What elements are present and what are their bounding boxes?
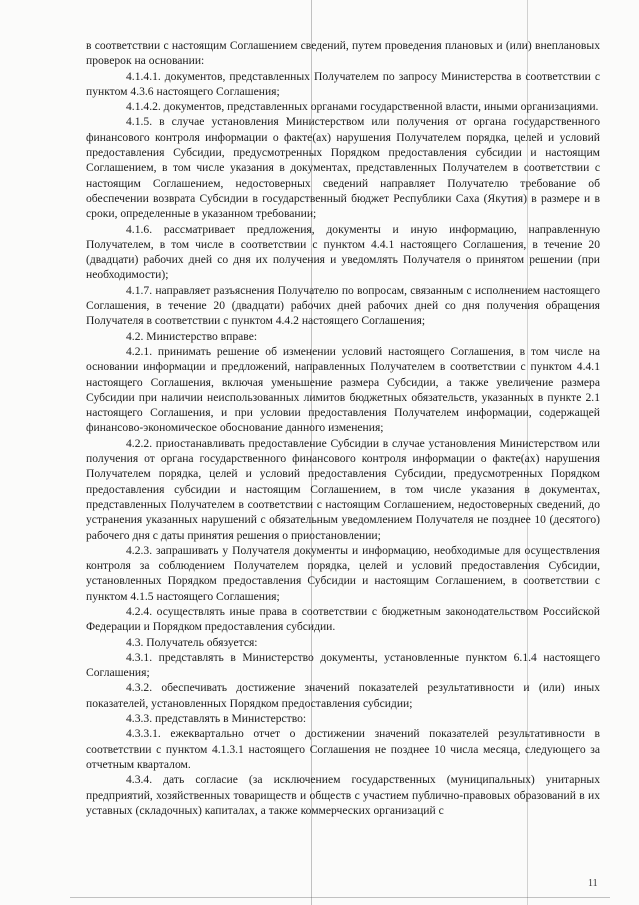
paragraph: 4.2.1. принимать решение об изменении условий настоящего Соглашения, в том числе на основании информации и предложений, направленных Получателем в соответствии с пунктом 4.4.1 настоящего Соглашения, включая уменьшение размера Субсидии, а также увеличение размера Субсидии при наличии неиспользованных лимитов бюджетных обязательств, указанных в пункте 2.1 настоящего Соглашения, и при условии предоставления Получателем информации, содержащей финансово-экономическое обоснование данного изменения;: [86, 344, 600, 435]
paragraph: 4.3.3. представлять в Министерство:: [126, 712, 307, 726]
paragraph: 4.1.5. в случае установления Министерством или получения от органа государственного финансового контроля информации о факте(ах) нарушения Получателем порядка, целей и условий предоставления Субсидии, предусмотренных Порядком предоставления субсидии и настоящим Соглашением, в том числе указания в документах, представленных Получателем в соответствии с настоящим Соглашением, недостоверных сведений направляет Получателю требование об обеспечении возврата Субсидии в государственный бюджет Республики Саха (Якутия) в размере и в сроки, определенные в указанном требовании;: [86, 115, 600, 221]
paragraph: 4.2.2. приостанавливать предоставление Субсидии в случае установления Министерством или получения от органа государственного финансового контроля информации о факте(ах) нарушения Получателем порядка, целей и условий предоставления Субсидии, предусмотренных Порядком предоставления субсидии и настоящим Соглашением, в том числе указания в документах, представленных Получателем в соответствии с настоящим Соглашением, недостоверных сведений, до устранения указанных нарушений с обязательным уведомлением Получателя не позднее 10 (десятого) рабочего дня с даты принятия решения о приостановлении;: [86, 436, 600, 542]
document-body: [86, 38, 600, 818]
paragraph: в соответствии с настоящим Соглашением сведений, путем проведения плановых и (или) внеплановых проверок на основании:: [86, 39, 600, 68]
page-number: 11: [588, 878, 598, 889]
paragraph: 4.3.2. обеспечивать достижение значений показателей результативности и (или) иных показателей, установленных Порядком предоставления субсидии;: [86, 681, 600, 710]
paragraph: 4.1.6. рассматривает предложения, документы и иную информацию, направленную Получателем, в том числе в соответствии с пунктом 4.4.1 настоящего Соглашения, в течение 20 (двадцати) рабочих дней со дня их получения и уведомлять Получателя о принятом решении (при необходимости);: [86, 222, 600, 282]
paragraph: 4.1.7. направляет разъяснения Получателю по вопросам, связанным с исполнением настоящего Соглашения, в течение 20 (двадцати) рабочих дней рабочих дней со дня получения обращения Получателя в соответствии с пунктом 4.4.2 настоящего Соглашения;: [86, 283, 600, 328]
paragraph: 4.2. Министерство вправе:: [126, 329, 258, 343]
paragraph: 4.3.4. дать согласие (за исключением государственных (муниципальных) унитарных предприятий, хозяйственных товариществ и обществ с участием публично-правовых образований в их уставных (складочных) капиталах, а также коммерческих организаций с: [86, 773, 600, 817]
paragraph: 4.1.4.1. документов, представленных Получателем по запросу Министерства в соответствии с пунктом 4.3.6 настоящего Соглашения;: [86, 69, 600, 98]
paragraph: 4.2.4. осуществлять иные права в соответствии с бюджетным законодательством Российской Федерации и Порядком предоставления субсидии.: [86, 604, 600, 634]
scan-bottom-rule: [70, 897, 610, 898]
paragraph: 4.1.4.2. документов, представленных органами государственной власти, иными организациями.: [126, 100, 599, 114]
paragraph: 4.3.3.1. ежеквартально отчет о достижении значений показателей результативности в соответствии с пунктом 4.1.3.1 настоящего Соглашения не позднее 10 числа месяца, следующего за отчетным кварталом.: [86, 727, 600, 771]
paragraph: 4.3. Получатель обязуется:: [126, 635, 258, 649]
paragraph: 4.3.1. представлять в Министерство документы, установленные пунктом 6.1.4 настоящего Соглашения;: [86, 650, 600, 680]
paragraph: 4.2.3. запрашивать у Получателя документы и информацию, необходимые для осуществления контроля за соблюдением Получателем порядка, целей и условий предоставления Субсидии, установленных Порядком предоставления Субсидии и настоящим Соглашением, в соответствии с пунктом 4.1.5 настоящего Соглашения;: [86, 543, 600, 603]
